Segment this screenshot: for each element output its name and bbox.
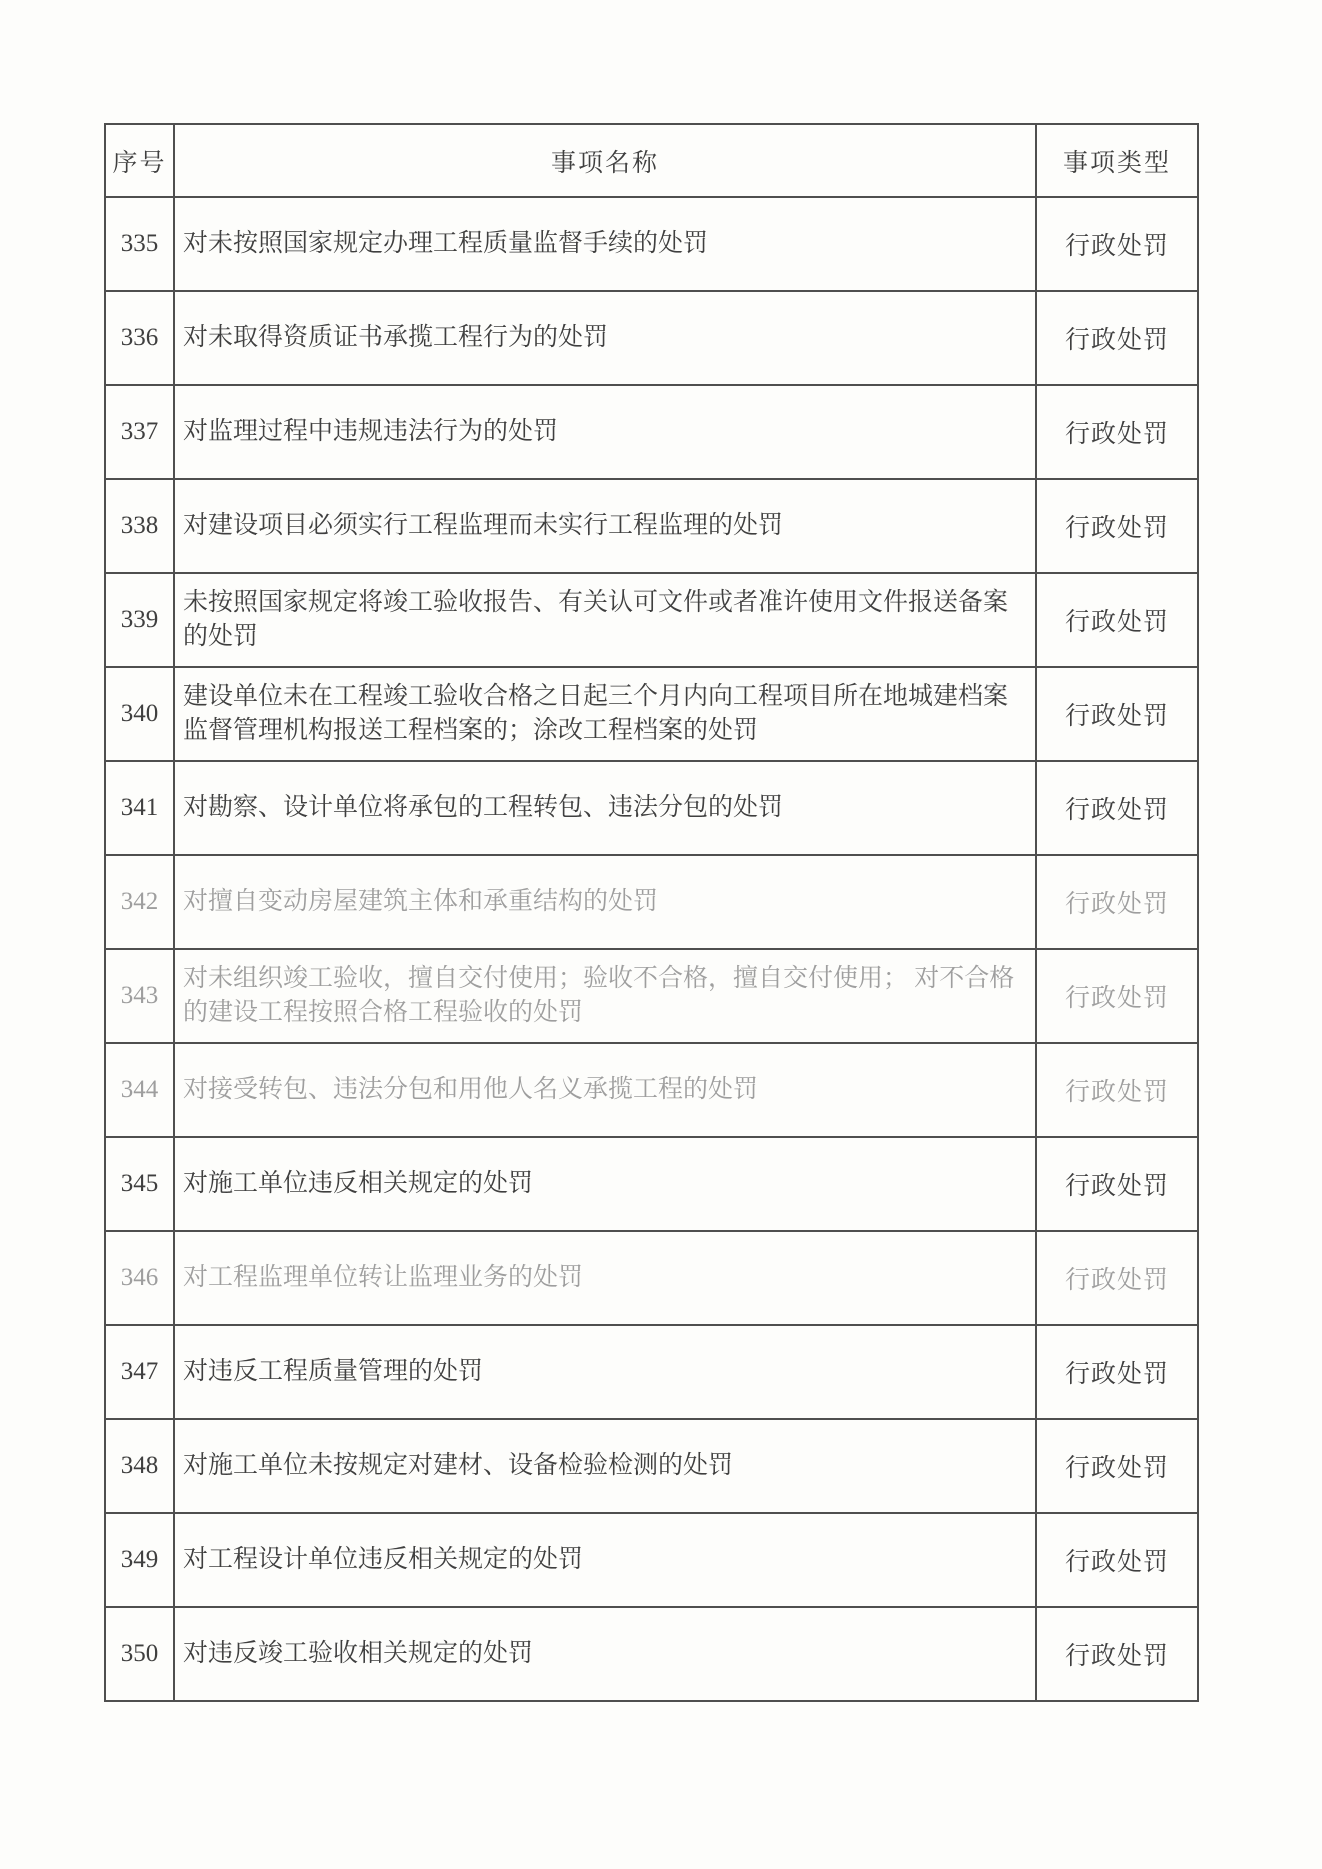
item-name-cell: 对监理过程中违规违法行为的处罚 bbox=[174, 385, 1036, 479]
item-name-cell: 对未按照国家规定办理工程质量监督手续的处罚 bbox=[174, 197, 1036, 291]
item-type-cell: 行政处罚 bbox=[1036, 385, 1198, 479]
item-type-cell: 行政处罚 bbox=[1036, 761, 1198, 855]
item-name-cell: 对违反竣工验收相关规定的处罚 bbox=[174, 1607, 1036, 1701]
item-name-cell: 建设单位未在工程竣工验收合格之日起三个月内向工程项目所在地城建档案监督管理机构报送工程档案的；涂改工程档案的处罚 bbox=[174, 667, 1036, 761]
table-row bbox=[105, 1513, 1198, 1607]
item-type-cell: 行政处罚 bbox=[1036, 1419, 1198, 1513]
row-number-cell: 348 bbox=[105, 1419, 174, 1513]
item-name-cell: 对未组织竣工验收，擅自交付使用；验收不合格，擅自交付使用； 对不合格的建设工程按照合格工程验收的处罚 bbox=[174, 949, 1036, 1043]
item-name-cell: 对擅自变动房屋建筑主体和承重结构的处罚 bbox=[174, 855, 1036, 949]
item-type-cell: 行政处罚 bbox=[1036, 1513, 1198, 1607]
item-name-cell: 未按照国家规定将竣工验收报告、有关认可文件或者准许使用文件报送备案的处罚 bbox=[174, 573, 1036, 667]
item-type-cell: 行政处罚 bbox=[1036, 949, 1198, 1043]
table-row bbox=[105, 1419, 1198, 1513]
row-number-cell: 337 bbox=[105, 385, 174, 479]
item-name-cell: 对接受转包、违法分包和用他人名义承揽工程的处罚 bbox=[174, 1043, 1036, 1137]
table-row bbox=[105, 1137, 1198, 1231]
table-row bbox=[105, 1231, 1198, 1325]
table-row bbox=[105, 1043, 1198, 1137]
item-type-cell: 行政处罚 bbox=[1036, 667, 1198, 761]
item-name-cell: 对勘察、设计单位将承包的工程转包、违法分包的处罚 bbox=[174, 761, 1036, 855]
table-row bbox=[105, 855, 1198, 949]
item-name-cell: 对建设项目必须实行工程监理而未实行工程监理的处罚 bbox=[174, 479, 1036, 573]
row-number-cell: 341 bbox=[105, 761, 174, 855]
table-row bbox=[105, 291, 1198, 385]
row-number-cell: 349 bbox=[105, 1513, 174, 1607]
item-name-cell: 对违反工程质量管理的处罚 bbox=[174, 1325, 1036, 1419]
row-number-cell: 344 bbox=[105, 1043, 174, 1137]
table-row bbox=[105, 197, 1198, 291]
row-number-cell: 336 bbox=[105, 291, 174, 385]
row-number-cell: 338 bbox=[105, 479, 174, 573]
header-row bbox=[105, 124, 1198, 197]
table-row bbox=[105, 573, 1198, 667]
item-type-cell: 行政处罚 bbox=[1036, 1043, 1198, 1137]
table-row bbox=[105, 385, 1198, 479]
row-number-cell: 342 bbox=[105, 855, 174, 949]
item-name-cell: 对未取得资质证书承揽工程行为的处罚 bbox=[174, 291, 1036, 385]
header-cell-no: 序号 bbox=[105, 124, 174, 197]
table-row bbox=[105, 1325, 1198, 1419]
table-row bbox=[105, 479, 1198, 573]
item-type-cell: 行政处罚 bbox=[1036, 1137, 1198, 1231]
row-number-cell: 350 bbox=[105, 1607, 174, 1701]
item-name-cell: 对施工单位未按规定对建材、设备检验检测的处罚 bbox=[174, 1419, 1036, 1513]
table-row bbox=[105, 667, 1198, 761]
item-type-cell: 行政处罚 bbox=[1036, 1231, 1198, 1325]
item-type-cell: 行政处罚 bbox=[1036, 573, 1198, 667]
row-number-cell: 339 bbox=[105, 573, 174, 667]
row-number-cell: 346 bbox=[105, 1231, 174, 1325]
item-type-cell: 行政处罚 bbox=[1036, 1607, 1198, 1701]
header-cell-name: 事项名称 bbox=[174, 124, 1036, 197]
table-row bbox=[105, 949, 1198, 1043]
table-row bbox=[105, 761, 1198, 855]
table-row bbox=[105, 1607, 1198, 1701]
item-type-cell: 行政处罚 bbox=[1036, 291, 1198, 385]
row-number-cell: 345 bbox=[105, 1137, 174, 1231]
item-type-cell: 行政处罚 bbox=[1036, 1325, 1198, 1419]
row-number-cell: 340 bbox=[105, 667, 174, 761]
item-name-cell: 对工程设计单位违反相关规定的处罚 bbox=[174, 1513, 1036, 1607]
row-number-cell: 335 bbox=[105, 197, 174, 291]
row-number-cell: 343 bbox=[105, 949, 174, 1043]
item-type-cell: 行政处罚 bbox=[1036, 855, 1198, 949]
item-type-cell: 行政处罚 bbox=[1036, 479, 1198, 573]
row-number-cell: 347 bbox=[105, 1325, 174, 1419]
item-type-cell: 行政处罚 bbox=[1036, 197, 1198, 291]
item-name-cell: 对施工单位违反相关规定的处罚 bbox=[174, 1137, 1036, 1231]
header-cell-type: 事项类型 bbox=[1036, 124, 1198, 197]
items-table bbox=[104, 123, 1199, 1702]
item-name-cell: 对工程监理单位转让监理业务的处罚 bbox=[174, 1231, 1036, 1325]
